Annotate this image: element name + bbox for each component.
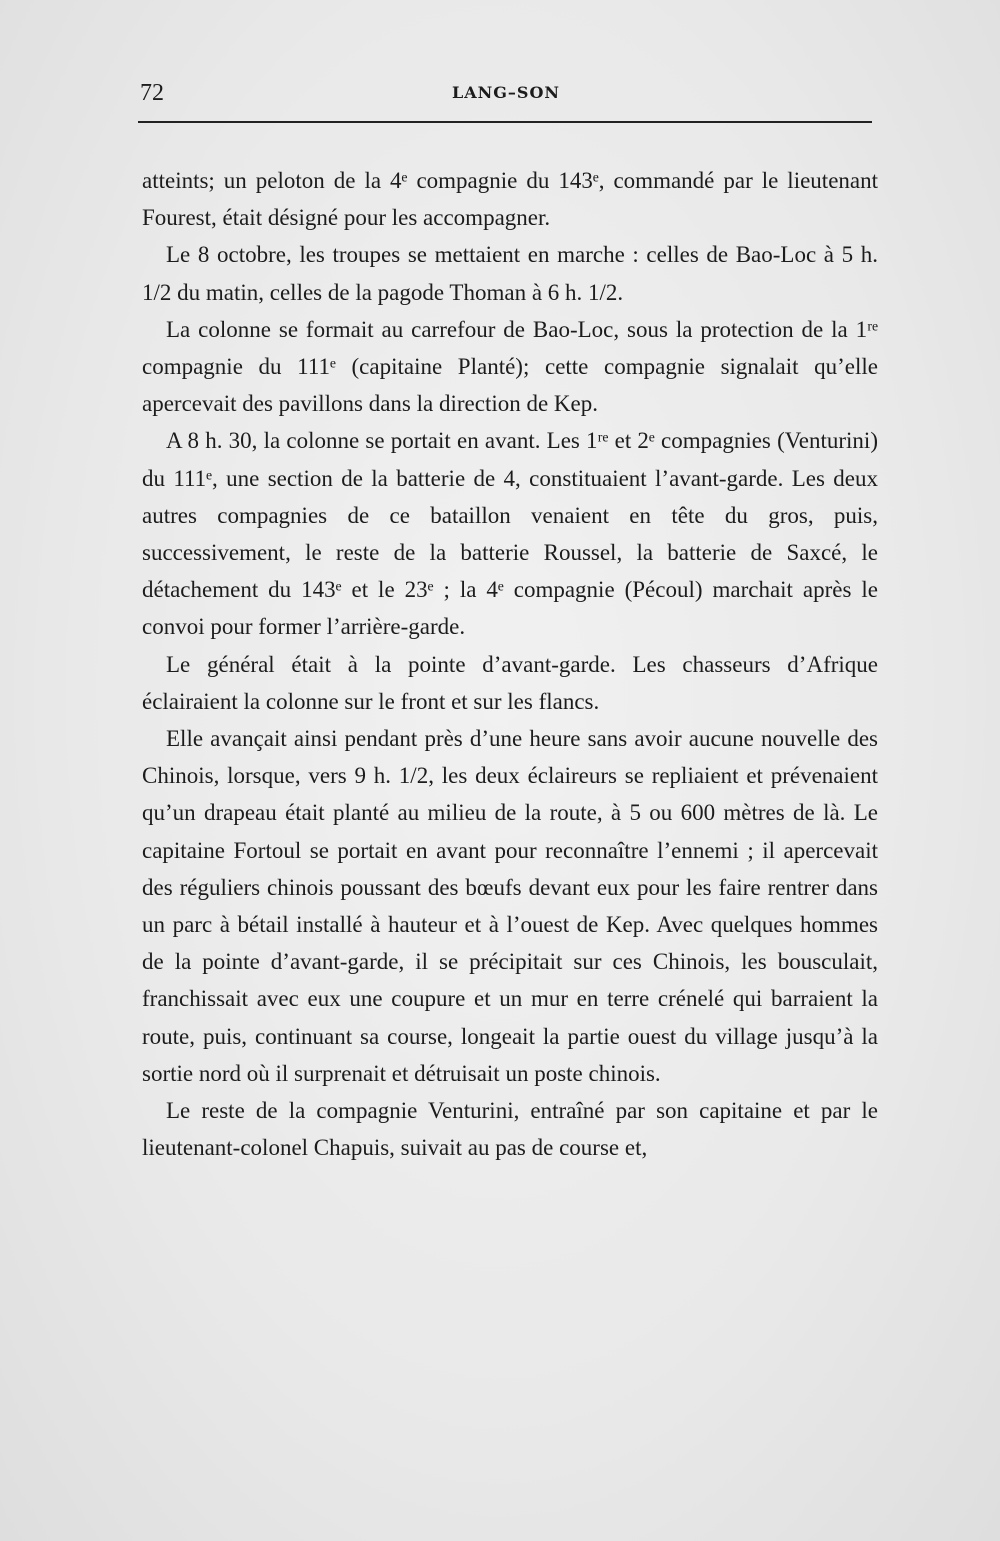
paragraph: Le reste de la compagnie Venturini, entraîné par son capitaine et par le lieutenant-colonel Chapuis, suivait au pas de course et, (142, 1098, 878, 1161)
paragraph: atteints; un peloton de la 4ᵉ compagnie du 143ᵉ, commandé par le lieutenant Fourest, était désigné pour les accompagner. (142, 168, 878, 231)
header-rule (138, 121, 872, 123)
paragraph: Elle avançait ainsi pendant près d’une heure sans avoir aucune nouvelle des Chinois, lorsque, vers 9 h. 1/2, les deux éclaireurs se repliaient et prévenaient qu’un drapeau était planté au milieu de la route, à 5 ou 600 mètres de là. Le capitaine Fortoul se portait en avant pour reconnaître l’ennemi ; il apercevait des réguliers chinois poussant des bœufs devant eux pour les faire rentrer dans un parc à bétail installé à hauteur et à l’ouest de Kep. Avec quelques hommes de la pointe d’avant-garde, il se précipitait sur ces Chinois, les bousculait, franchissait avec eux une coupure et un mur en terre crénelé qui barraient la route, puis, continuant sa course, longeait la partie ouest du village jusqu’à la sortie nord où il surprenait et détruisait un poste chinois. (142, 726, 878, 1086)
page-header (140, 80, 872, 110)
page-number: 72 (140, 80, 164, 106)
running-head: LANG–SON (451, 83, 561, 102)
paragraph: Le 8 octobre, les troupes se mettaient en marche : celles de Bao-Loc à 5 h. 1/2 du matin, celles de la pagode Thoman à 6 h. 1/2. (142, 242, 878, 305)
body-text (142, 162, 878, 1166)
paragraph: A 8 h. 30, la colonne se portait en avant. Les 1ʳᵉ et 2ᵉ compagnies (Venturini) du 111ᵉ, une section de la batterie de 4, constituaient l’avant-garde. Les deux autres compagnies de ce bataillon venaient en tête du gros, puis, successivement, le reste de la batterie Roussel, la batterie de Saxcé, le détachement du 143ᵉ et le 23ᵉ ; la 4ᵉ compagnie (Pécoul) marchait après le convoi pour former l’arrière-garde. (142, 428, 878, 640)
paragraph: Le général était à la pointe d’avant-garde. Les chasseurs d’Afrique éclairaient la colonne sur le front et sur les flancs. (142, 651, 878, 714)
paragraph: La colonne se formait au carrefour de Bao-Loc, sous la protection de la 1ʳᵉ compagnie du 111ᵉ (capitaine Planté); cette compagnie signalait qu’elle apercevait des pavillons dans la direction de Kep. (142, 316, 878, 417)
